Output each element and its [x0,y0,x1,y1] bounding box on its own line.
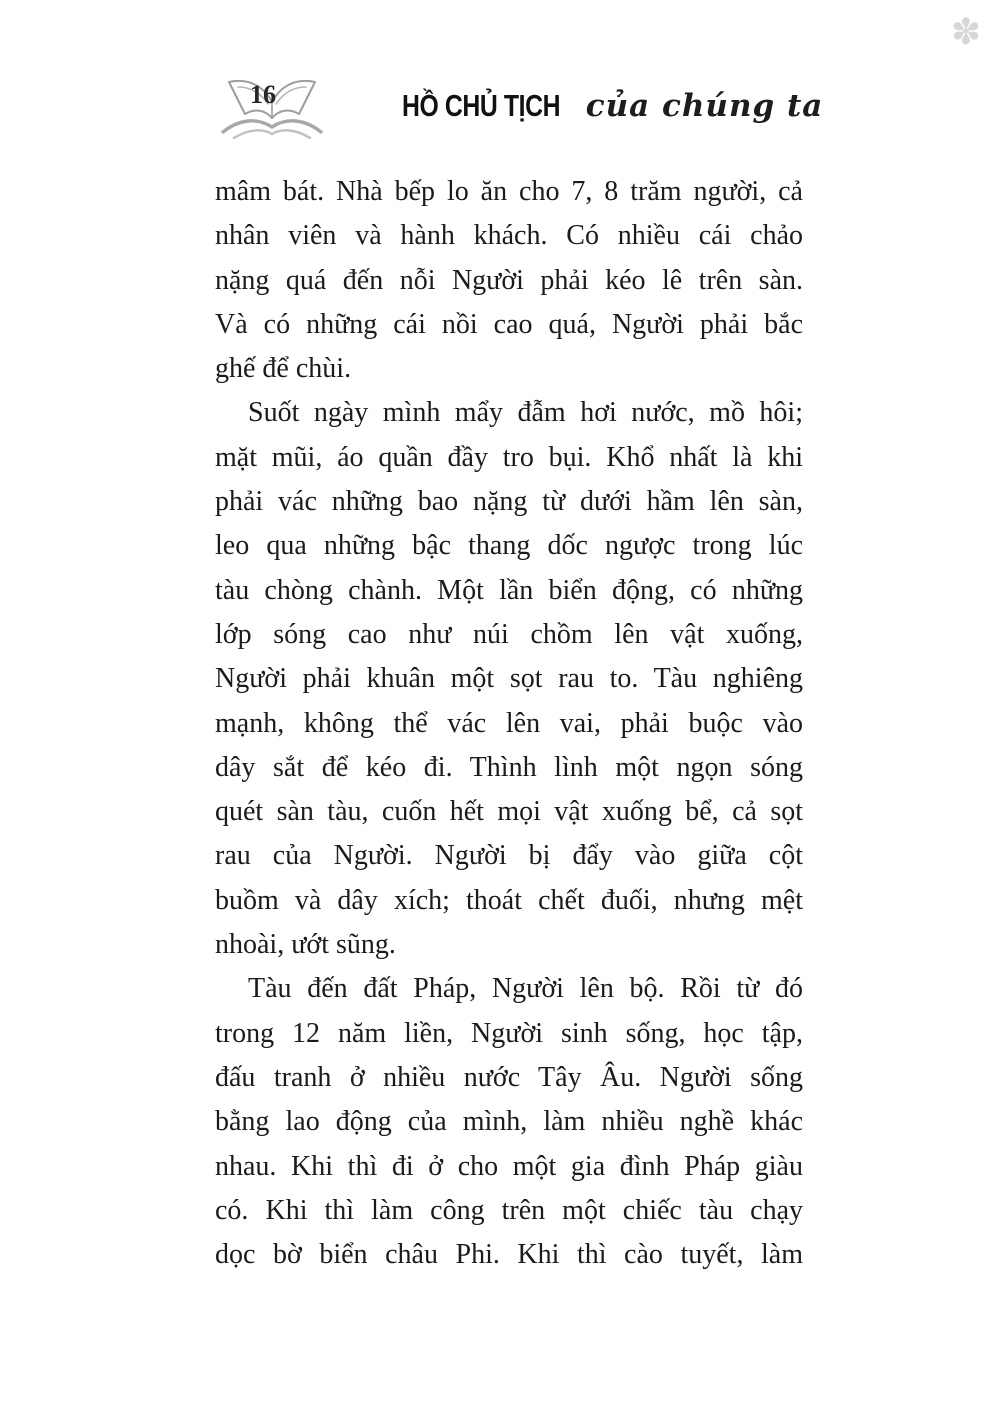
paragraph-1 [215,170,803,391]
text-line: buồm và dây xích; thoát chết đuối, nhưng mệt [215,884,803,916]
page-number: 16 [250,80,276,109]
text-line: mạnh, không thể vác lên vai, phải buộc vào [215,707,803,739]
text-line: nhân viên và hành khách. Có nhiều cái chảo [215,220,803,252]
body-text [215,170,803,1277]
text-line: ghế để chùi. [215,353,352,385]
text-line: rau của Người. Người bị đẩy vào giữa cột [215,840,803,872]
text-line: dây sắt để kéo đi. Thình lình một ngọn sóng [215,751,803,783]
text-line: tàu chòng chành. Một lần biển động, có những [215,574,803,606]
text-line: bằng lao động của mình, làm nhiều nghề khác [215,1106,803,1138]
page-header-title [402,88,823,124]
text-line: leo qua những bậc thang dốc ngược trong lúc [215,530,803,562]
text-line: Suốt ngày mình mẩy đẫm hơi nước, mồ hôi; [248,397,803,429]
paragraph-2 [215,391,803,967]
text-line: dọc bờ biển châu Phi. Khi thì cào tuyết, làm [215,1239,803,1271]
text-line: lớp sóng cao như núi chồm lên vật xuống, [215,618,803,650]
text-line: Tàu đến đất Pháp, Người lên bộ. Rồi từ đó [248,973,803,1005]
book-title-main: HỒ CHỦ TỊCH [402,88,561,123]
text-line: trong 12 năm liền, Người sinh sống, học tập, [215,1017,803,1049]
text-line: phải vác những bao nặng từ dưới hầm lên sàn, [215,486,803,518]
text-line: Và có những cái nồi cao quá, Người phải bắc [215,308,803,340]
text-line: nhoài, ướt sũng. [215,929,396,961]
text-line: có. Khi thì làm công trên một chiếc tàu chạy [215,1194,803,1226]
open-book-icon [220,72,324,144]
text-line: nhau. Khi thì đi ở cho một gia đình Pháp giàu [215,1150,803,1182]
text-line: nặng quá đến nỗi Người phải kéo lê trên sàn. [215,264,803,296]
book-title-script: của chúng ta [585,88,824,124]
text-line: Người phải khuân một sọt rau to. Tàu nghiêng [215,663,803,695]
flower-ornament-icon: ✽ [950,12,982,52]
text-line: mặt mũi, áo quần đầy tro bụi. Khổ nhất là khi [215,441,803,473]
text-line: mâm bát. Nhà bếp lo ăn cho 7, 8 trăm người, cả [215,176,803,207]
text-line: đấu tranh ở nhiều nước Tây Âu. Người sống [215,1061,803,1093]
text-line: quét sàn tàu, cuốn hết mọi vật xuống bể, cả sọt [215,796,803,828]
paragraph-3 [215,967,803,1277]
